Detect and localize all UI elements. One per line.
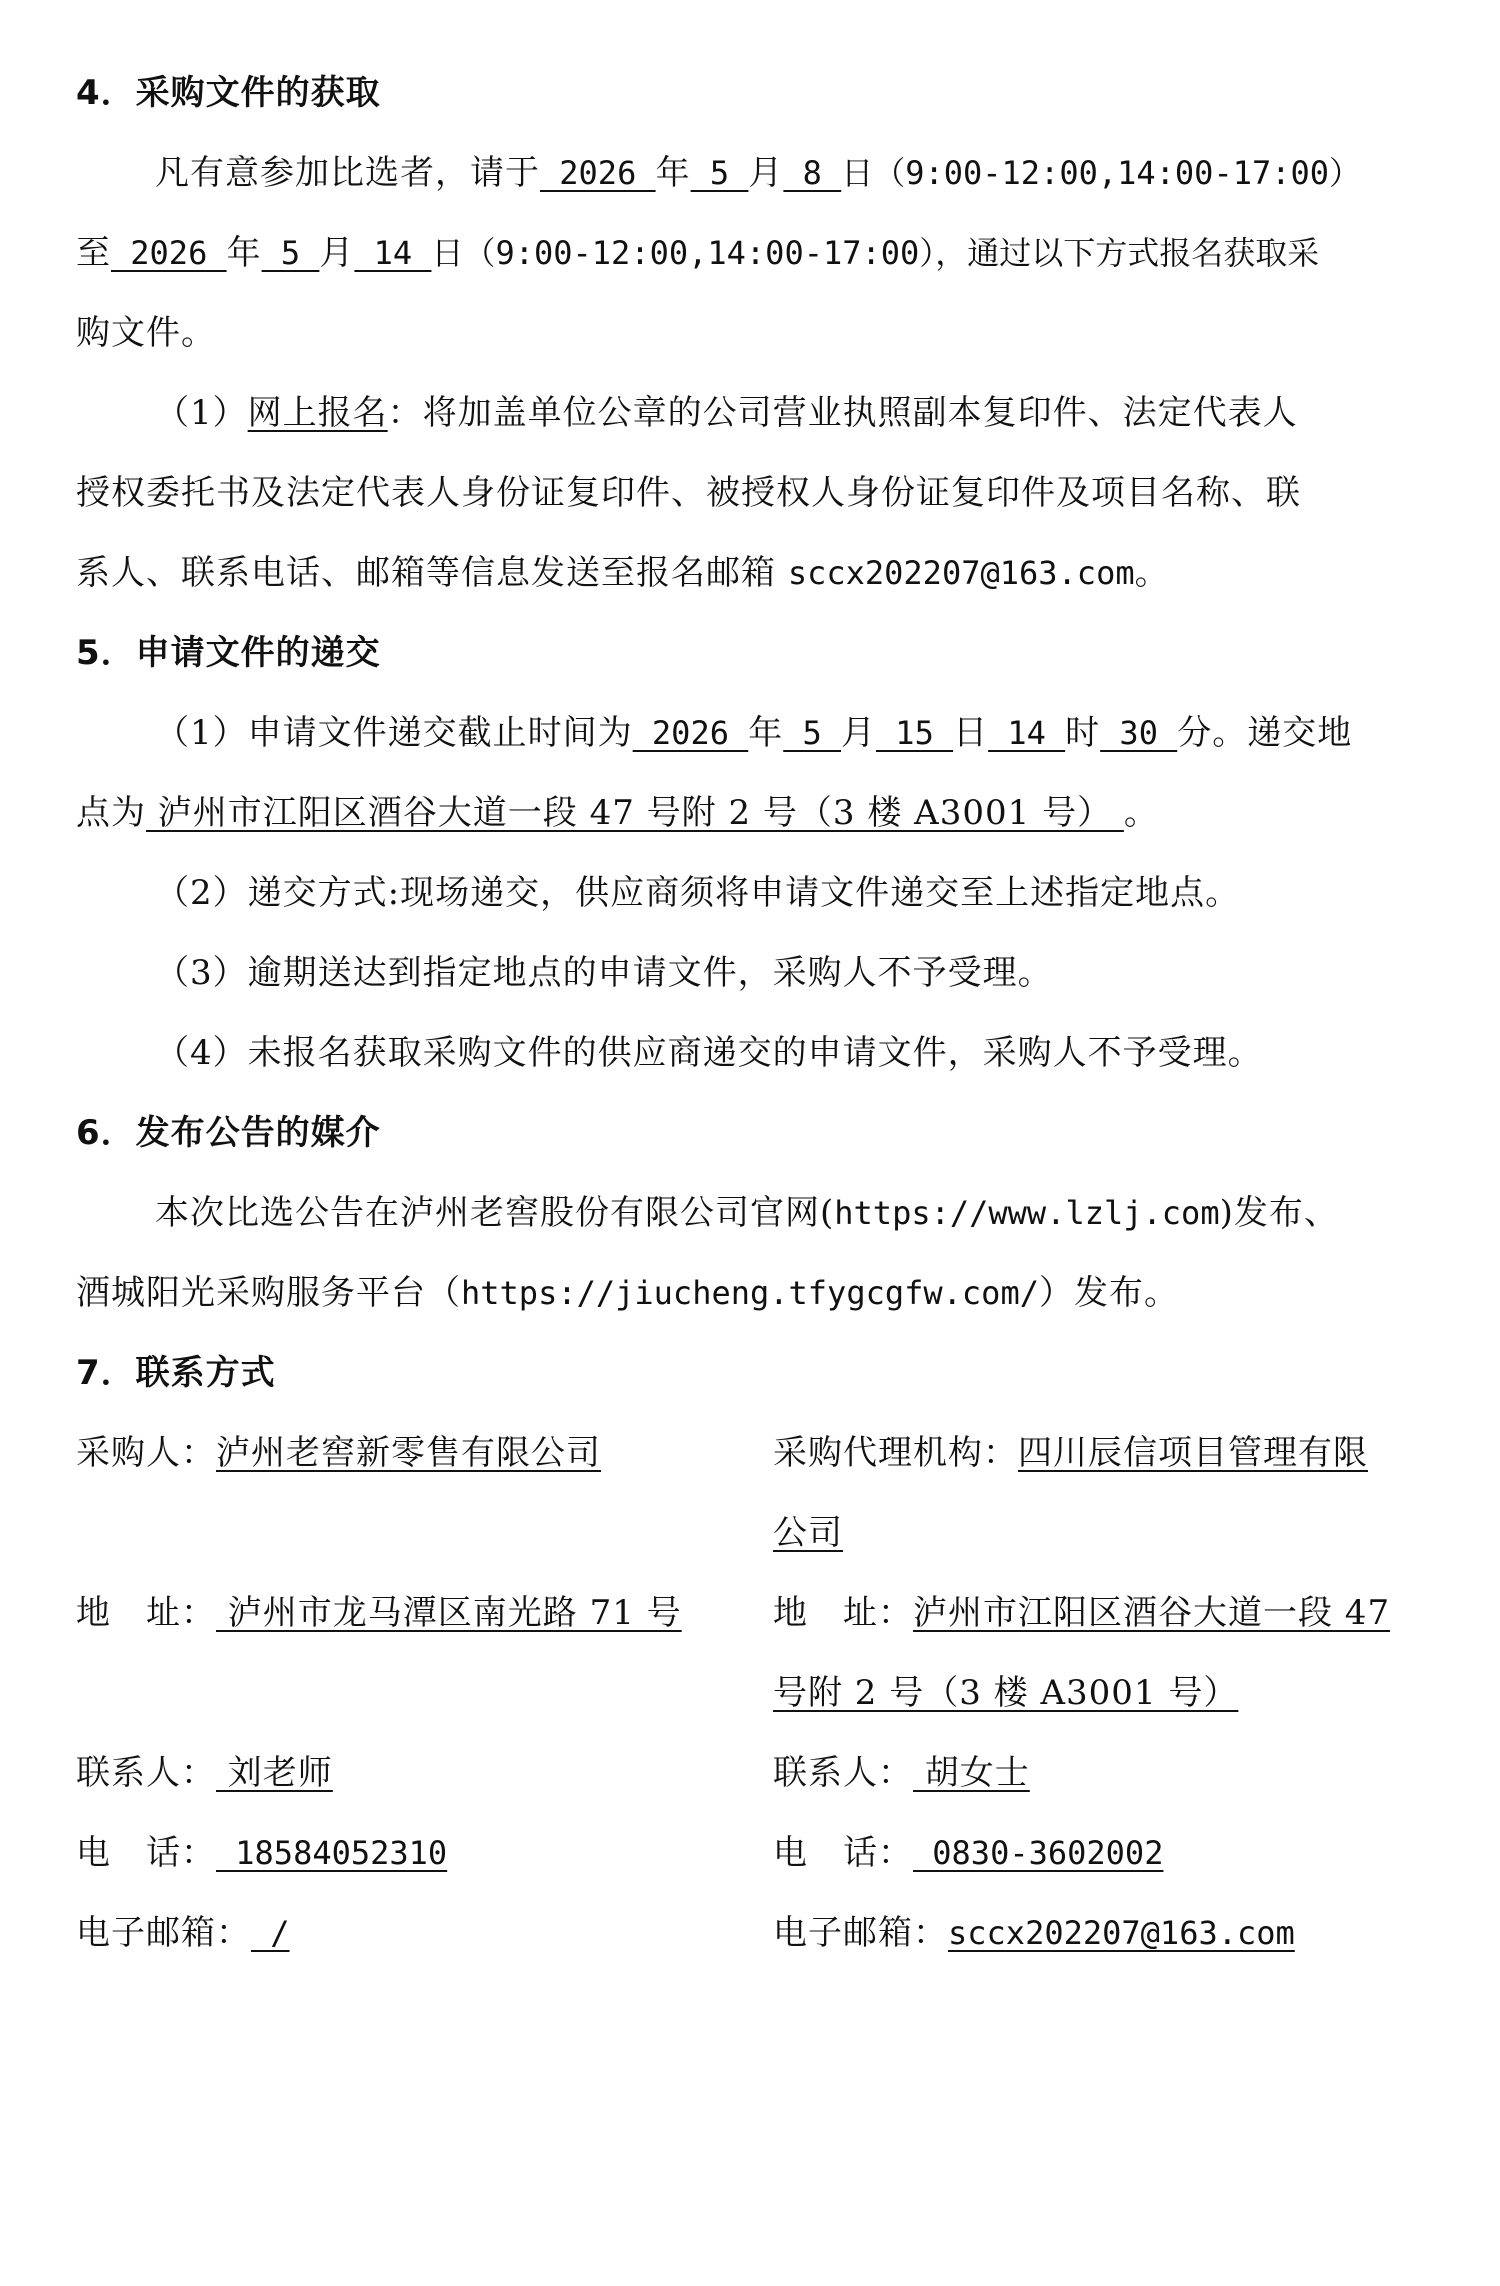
- agent-address-cont: 号附 2 号（3 楼 A3001 号）: [773, 1673, 1239, 1713]
- text: 点为: [76, 793, 146, 833]
- text: 日: [953, 713, 989, 753]
- phone-label: 电 话：: [773, 1833, 913, 1873]
- buyer-row: [76, 1428, 601, 1478]
- s4-line-2: [76, 228, 1319, 278]
- agent-address: 泸州市江阳区酒谷大道一段 47: [913, 1593, 1391, 1633]
- text: 时: [1065, 713, 1101, 753]
- text: 至: [76, 233, 111, 273]
- s4-p1-line-2: 授权委托书及法定代表人身份证复印件、被授权人身份证复印件及项目名称、联: [76, 473, 1301, 513]
- s4-line-3: 购文件。: [76, 313, 216, 353]
- deadline-month: 5: [783, 714, 842, 752]
- section-5-heading: 5．申请文件的递交: [76, 633, 381, 673]
- email-label: 电子邮箱：: [76, 1913, 251, 1953]
- end-month: 5: [261, 234, 320, 272]
- end-year: 2026: [111, 234, 227, 272]
- s5-p4: （4）未报名获取采购文件的供应商递交的申请文件，采购人不予受理。: [155, 1033, 1263, 1073]
- address-label: 地 址：: [773, 1593, 913, 1633]
- text: 年: [655, 153, 691, 193]
- text: 月: [748, 153, 784, 193]
- agent-email-row: [773, 1908, 1295, 1958]
- buyer-email: /: [251, 1914, 290, 1952]
- text: 日（9:00-12:00,14:00-17:00）: [841, 154, 1362, 192]
- deadline-hour: 14: [988, 714, 1066, 752]
- text: 月: [841, 713, 877, 753]
- section-4-heading: 4．采购文件的获取: [76, 73, 381, 113]
- deadline-day: 15: [876, 714, 954, 752]
- text: （1）: [155, 393, 248, 433]
- s5-p1-line-2: [76, 788, 1159, 838]
- agent-address-row: [773, 1588, 1390, 1638]
- s4-p1-line-3: [76, 548, 1170, 598]
- text: 分。递交地: [1177, 713, 1353, 753]
- buyer-phone: 18584052310: [216, 1834, 448, 1872]
- s6-line-1: [155, 1188, 1339, 1238]
- deadline-year: 2026: [632, 714, 749, 752]
- text: 酒城阳光采购服务平台（: [76, 1273, 461, 1313]
- text: 。: [1123, 793, 1159, 833]
- agent-email[interactable]: sccx202207@163.com: [948, 1914, 1295, 1952]
- buyer-email-row: [76, 1908, 290, 1958]
- platform-url-link[interactable]: https://jiucheng.tfygcgfw.com/: [461, 1274, 1039, 1312]
- contact-label: 联系人：: [76, 1753, 216, 1793]
- buyer-contact-row: [76, 1748, 333, 1798]
- submission-place: 泸州市江阳区酒谷大道一段 47 号附 2 号（3 楼 A3001 号）: [146, 793, 1124, 833]
- text: ）发布。: [1038, 1273, 1179, 1313]
- text: 年: [748, 713, 784, 753]
- section-7-heading: 7．联系方式: [76, 1353, 276, 1393]
- agent-contact: 胡女士: [913, 1753, 1030, 1793]
- buyer-name: 泸州老窖新零售有限公司: [216, 1433, 601, 1473]
- s6-line-2: [76, 1268, 1179, 1318]
- buyer-contact: 刘老师: [216, 1753, 333, 1793]
- website-url-link[interactable]: https://www.lzlj.com: [834, 1194, 1220, 1232]
- s5-p1-line-1: [155, 708, 1352, 758]
- buyer-phone-row: [76, 1828, 447, 1878]
- start-day: 8: [783, 154, 842, 192]
- text: 。: [1134, 553, 1170, 593]
- agent-contact-row: [773, 1748, 1030, 1798]
- online-registration-link[interactable]: 网上报名: [247, 393, 388, 433]
- text: 日（9:00-12:00,14:00-17:00），通过以下方式报名获取采: [431, 234, 1320, 272]
- s5-p2: （2）递交方式:现场递交，供应商须将申请文件递交至上述指定地点。: [155, 873, 1241, 913]
- start-month: 5: [690, 154, 749, 192]
- end-day: 14: [354, 234, 432, 272]
- buyer-address: 泸州市龙马潭区南光路 71 号: [216, 1593, 682, 1633]
- section-6-heading: 6．发布公告的媒介: [76, 1113, 381, 1153]
- agent-name: 四川辰信项目管理有限: [1018, 1433, 1368, 1473]
- s4-p1-line-1: [155, 388, 1298, 438]
- s4-line-1: [155, 148, 1361, 198]
- agent-address-row-2: [773, 1668, 1238, 1718]
- text: 月: [319, 233, 355, 273]
- text: )发布、: [1219, 1193, 1339, 1233]
- text: （1）申请文件递交截止时间为: [155, 713, 633, 753]
- address-label: 地 址：: [76, 1593, 216, 1633]
- contact-label: 联系人：: [773, 1753, 913, 1793]
- text: 年: [226, 233, 262, 273]
- text: ：将加盖单位公章的公司营业执照副本复印件、法定代表人: [387, 393, 1298, 433]
- agent-phone: 0830-3602002: [913, 1834, 1164, 1872]
- agent-row-2: [773, 1508, 843, 1558]
- start-year: 2026: [540, 154, 656, 192]
- buyer-label: 采购人：: [76, 1433, 216, 1473]
- buyer-address-row: [76, 1588, 682, 1638]
- s5-p3: （3）逾期送达到指定地点的申请文件，采购人不予受理。: [155, 953, 1053, 993]
- text: 系人、联系电话、邮箱等信息发送至报名邮箱: [76, 553, 788, 593]
- agent-phone-row: [773, 1828, 1163, 1878]
- phone-label: 电 话：: [76, 1833, 216, 1873]
- registration-email[interactable]: sccx202207@163.com: [787, 554, 1135, 592]
- agent-row: [773, 1428, 1368, 1478]
- text: 凡有意参加比选者，请于: [155, 153, 540, 193]
- agent-name-cont: 公司: [773, 1513, 843, 1553]
- email-label: 电子邮箱：: [773, 1913, 948, 1953]
- text: 本次比选公告在泸州老窖股份有限公司官网(: [155, 1193, 835, 1233]
- deadline-minute: 30: [1100, 714, 1178, 752]
- agent-label: 采购代理机构：: [773, 1433, 1018, 1473]
